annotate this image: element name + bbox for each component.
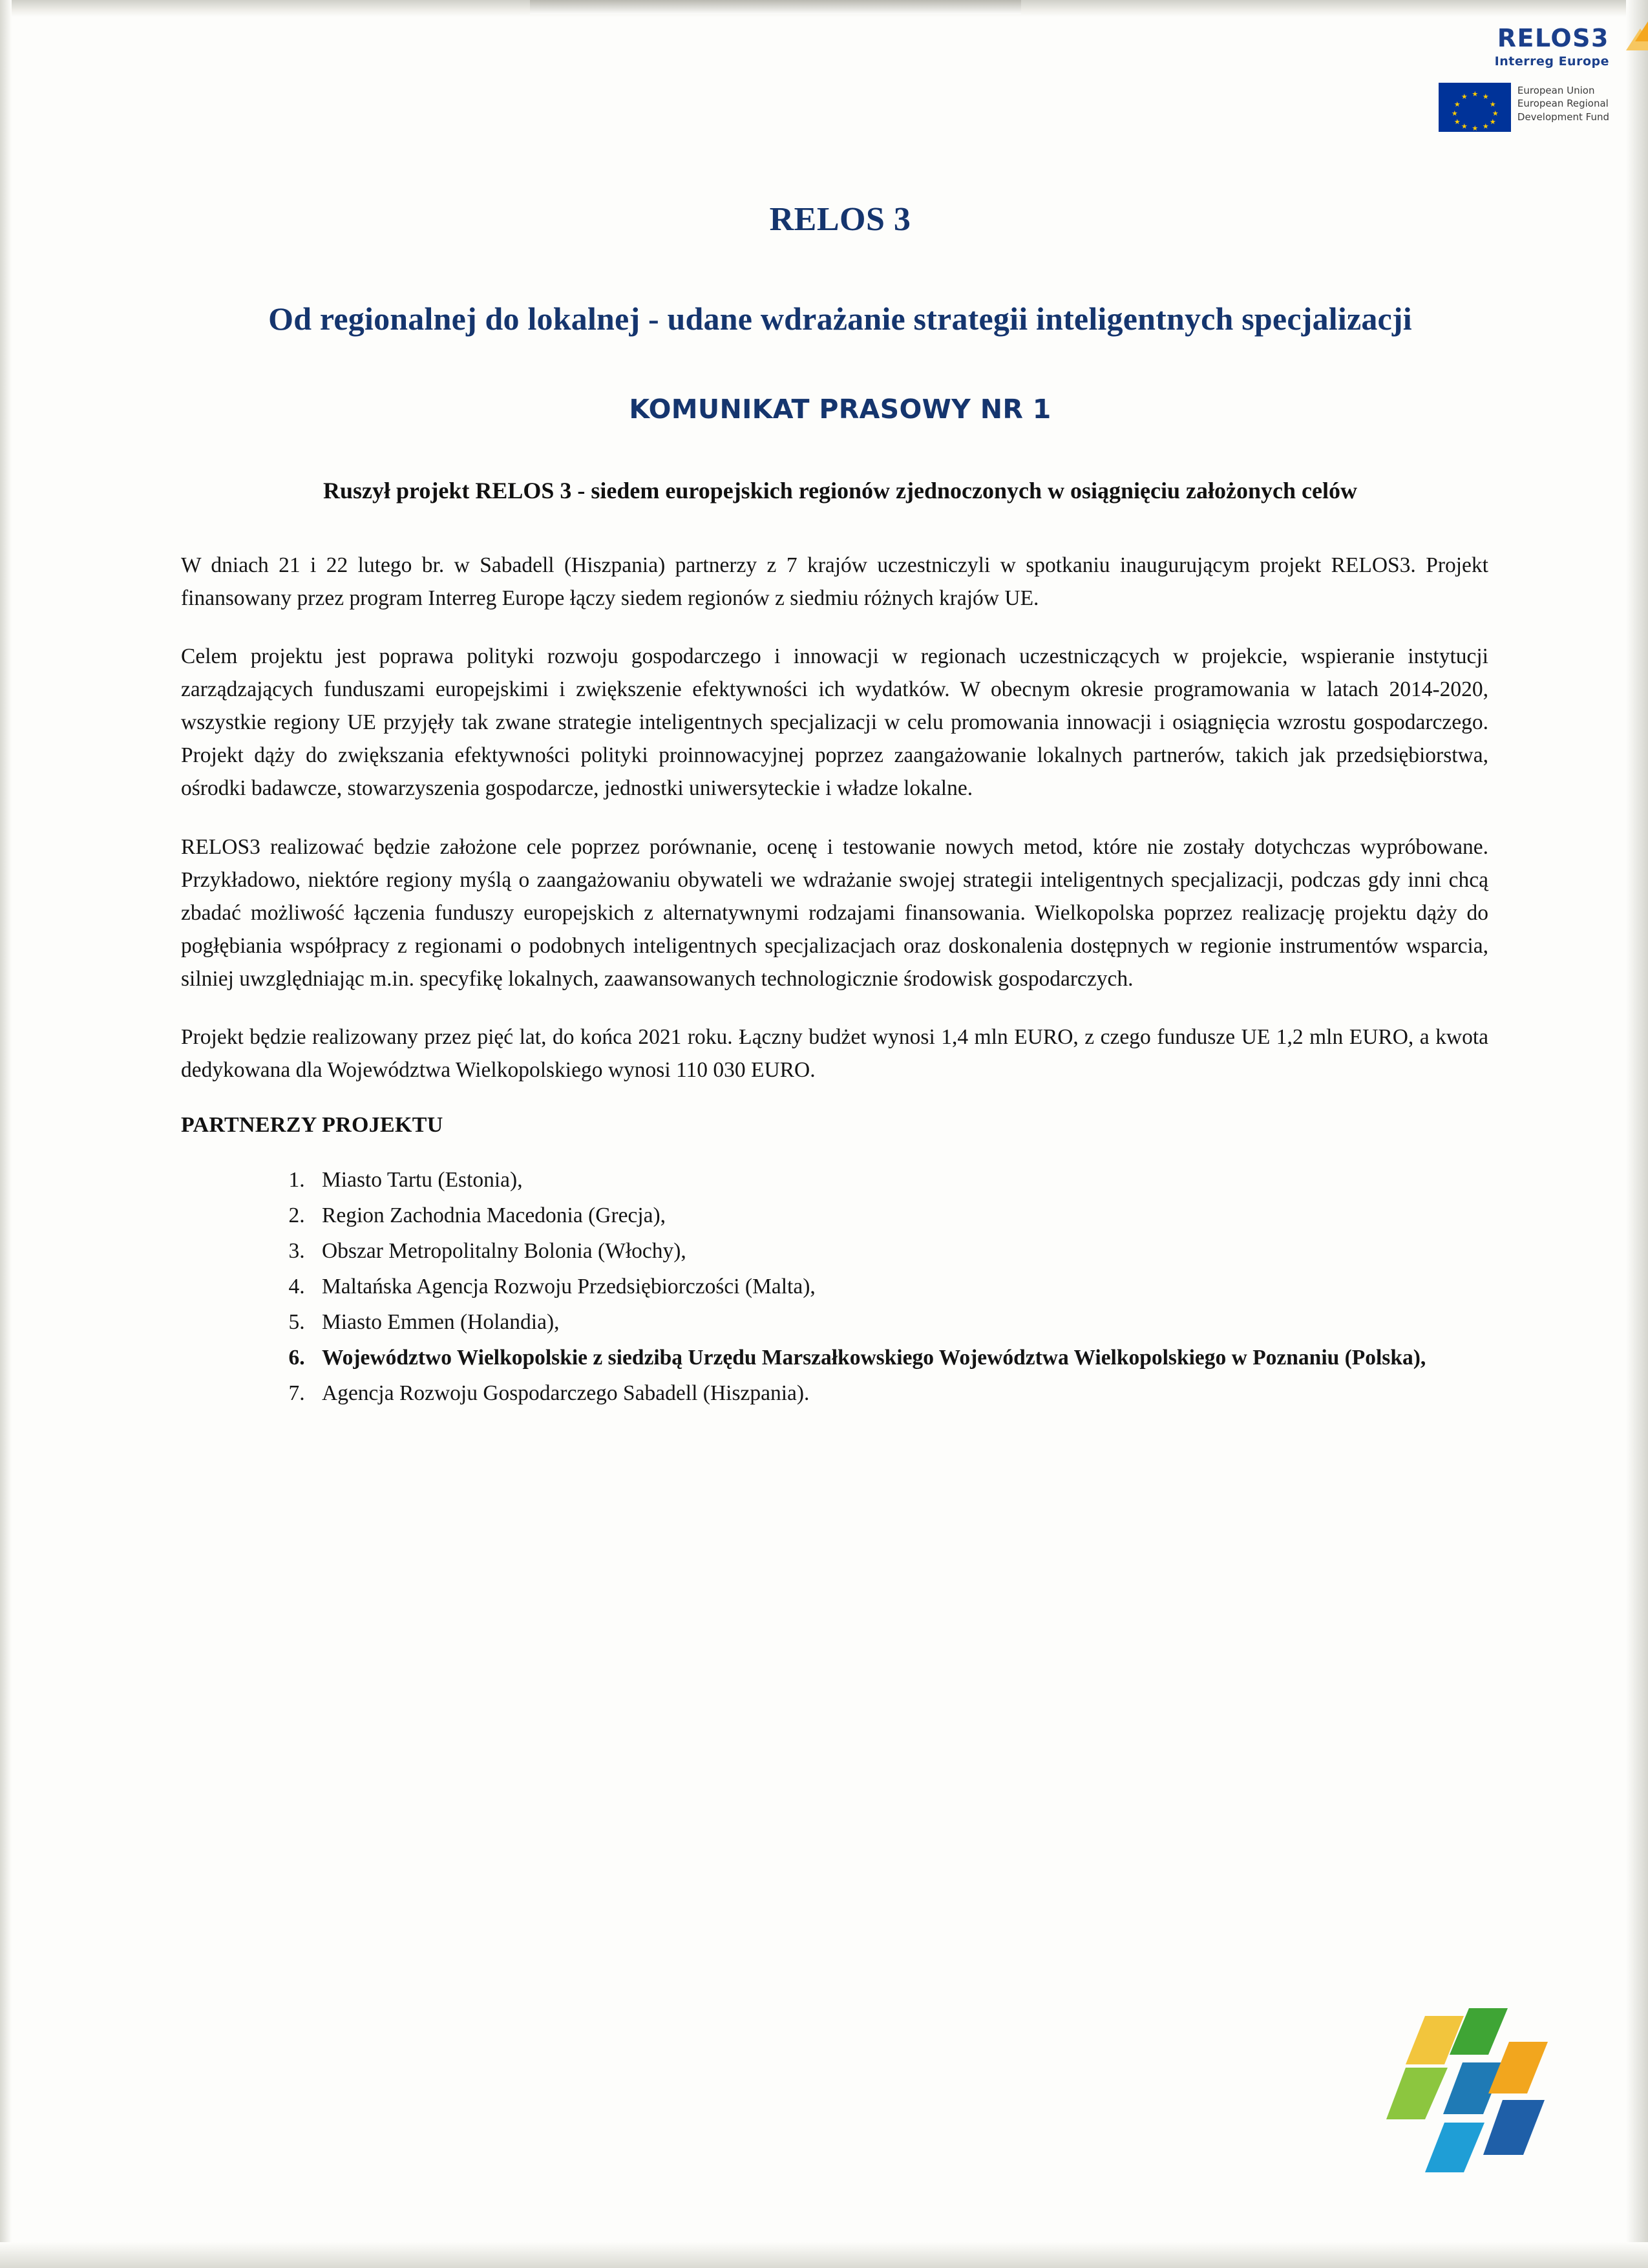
wielkopolska-mark-icon xyxy=(1386,2003,1587,2184)
document-section-title: KOMUNIKAT PRASOWY NR 1 xyxy=(629,394,1051,425)
document-content xyxy=(178,0,1503,1412)
paragraph: Celem projektu jest poprawa polityki rozwoju gospodarczego i innowacji w regionach uczestniczących w projekcie, wspieranie instytucji zarządzających funduszami europejskimi i zwiększenie efektywności ich wydatków. W obecnym okresie programowania w latach 2014-2020, wszystkie regiony UE przyjęły tak zwane strategie inteligentnych specjalizacji w celu promowania innowacji i osiągnięcia wzrostu gospodarczego. Projekt dąży do zwiększania efektywności polityki proinnowacyjnej poprzez zaangażowanie lokalnych partnerów, takich jak przedsiębiorstwa, ośrodki badawcze, stowarzyszenia gospodarcze, jednostki uniwersyteckie i władze lokalne. xyxy=(181,644,1488,801)
list-item: 1. Miasto Tartu (Estonia), xyxy=(310,1163,1488,1198)
document-body xyxy=(178,507,1503,1411)
partners-list xyxy=(181,1163,1488,1410)
eu-line-3: Development Fund xyxy=(1517,111,1609,123)
eu-flag-icon: ★ ★ ★ ★ ★ ★ ★ ★ ★ ★ ★ ★ xyxy=(1439,83,1511,132)
paragraph: RELOS3 realizować będzie założone cele poprzez porównanie, ocenę i testowanie nowych metod, które nie zostały dotychczas wypróbowane. Przykładowo, niektóre regiony myślą o zaangażowaniu obywateli we wdrażanie swojej strategii inteligentnych specjalizacji, podczas gdy inni chcą zbadać możliwość łączenia funduszy europejskich z alternatywnymi rodzajami finansowania. Wielkopolska poprzez realizację projektu dąży do pogłębiania współpracy z regionami o podobnych inteligentnych specjalizacjach oraz doskonalenia dostępnych w regionie instrumentów wsparcia, silniej uwzględniając m.in. specyfikę lokalnych, zaawansowanych technologicznie środowisk gospodarczych. xyxy=(181,834,1488,991)
list-item: 6. Województwo Wielkopolskie z siedzibą Urzędu Marszałkowskiego Województwa Wielkopolskiego w Poznaniu (Polska), xyxy=(310,1341,1488,1375)
relos-logo xyxy=(1495,26,1609,69)
document-subtitle: Od regionalnej do lokalnej - udane wdrażanie strategii inteligentnych specjalizacji xyxy=(268,301,1412,337)
scan-edge-bottom xyxy=(0,2242,1648,2268)
page-title: RELOS 3 xyxy=(769,201,911,238)
paragraph: Projekt będzie realizowany przez pięć lat, do końca 2021 roku. Łączny budżet wynosi 1,4 mln EURO, z czego fundusze UE 1,2 mln EURO, a kwota dedykowana dla Województwa Wielkopolskiego wynosi 110 030 EURO. xyxy=(181,1025,1488,1083)
list-item: 5. Miasto Emmen (Holandia), xyxy=(310,1306,1488,1340)
partners-heading: PARTNERZY PROJEKTU xyxy=(181,1113,443,1138)
document-lead: Ruszył projekt RELOS 3 - siedem europejskich regionów zjednoczonych w osiągnięciu założonych celów xyxy=(323,478,1357,503)
eu-emblem-text xyxy=(1517,83,1609,123)
list-item: 3. Obszar Metropolitalny Bolonia (Włochy), xyxy=(310,1235,1488,1269)
scan-edge-left xyxy=(0,0,12,2268)
eu-line-2: European Regional xyxy=(1517,98,1609,110)
list-item: 4. Maltańska Agencja Rozwoju Przedsiębiorczości (Malta), xyxy=(310,1270,1488,1304)
list-item: 7. Agencja Rozwoju Gospodarczego Sabadell (Hiszpania). xyxy=(310,1377,1488,1411)
interreg-europe-label: Interreg Europe xyxy=(1494,54,1609,69)
paragraph: W dniach 21 i 22 lutego br. w Sabadell (Hiszpania) partnerzy z 7 krajów uczestniczyli w spotkaniu inaugurującym projekt RELOS3. Projekt finansowany przez program Interreg Europe łączy siedem regionów z siedmiu różnych krajów UE. xyxy=(181,553,1488,610)
eu-line-1: European Union xyxy=(1517,85,1595,96)
relos-wordmark: RELOS3 xyxy=(1497,24,1609,52)
scan-edge-right xyxy=(1626,0,1648,2268)
list-item: 2. Region Zachodnia Macedonia (Grecja), xyxy=(310,1199,1488,1233)
